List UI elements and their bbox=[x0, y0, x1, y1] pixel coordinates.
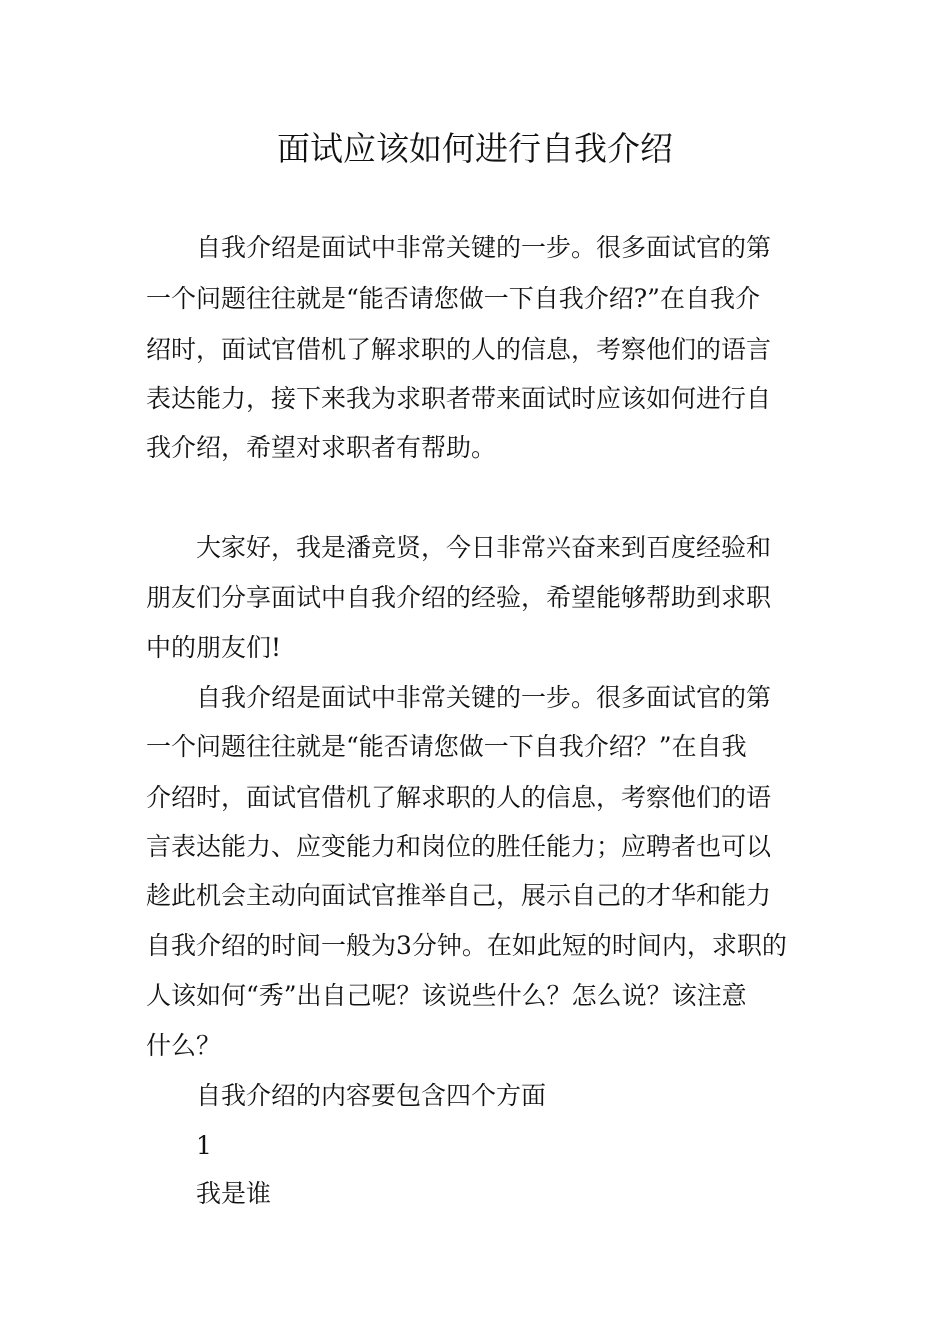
paragraph-3-line-6: 自我介绍的时间一般为3分钟。在如此短的时间内，求职的 bbox=[146, 931, 787, 960]
list-item-number: 1 bbox=[196, 1131, 212, 1160]
paragraph-4: 自我介绍的内容要包含四个方面 bbox=[196, 1081, 547, 1110]
paragraph-3-line-2: 一个问题往往就是“能否请您做一下自我介绍？”在自我 bbox=[146, 732, 747, 761]
paragraph-1-line-1: 自我介绍是面试中非常关键的一步。很多面试官的第 bbox=[196, 233, 772, 262]
paragraph-2-line-1: 大家好，我是潘竞贤，今日非常兴奋来到百度经验和 bbox=[196, 533, 772, 562]
paragraph-3-line-1: 自我介绍是面试中非常关键的一步。很多面试官的第 bbox=[196, 683, 772, 712]
paragraph-3-line-8: 什么？ bbox=[146, 1031, 222, 1060]
page-title: 面试应该如何进行自我介绍 bbox=[277, 129, 673, 168]
paragraph-1-line-3: 绍时，面试官借机了解求职的人的信息，考察他们的语言 bbox=[146, 335, 772, 364]
paragraph-3-line-4: 言表达能力、应变能力和岗位的胜任能力；应聘者也可以 bbox=[146, 832, 772, 861]
paragraph-3-line-5: 趁此机会主动向面试官推举自己，展示自己的才华和能力 bbox=[146, 881, 772, 910]
paragraph-3-line-3: 介绍时，面试官借机了解求职的人的信息，考察他们的语 bbox=[146, 783, 772, 812]
paragraph-1-line-4: 表达能力，接下来我为求职者带来面试时应该如何进行自 bbox=[146, 384, 772, 413]
paragraph-3-line-7: 人该如何“秀”出自己呢？该说些什么？怎么说？该注意 bbox=[146, 981, 747, 1010]
paragraph-1-line-5: 我介绍，希望对求职者有帮助。 bbox=[146, 433, 497, 462]
paragraph-1-line-2: 一个问题往往就是“能否请您做一下自我介绍?”在自我介 bbox=[146, 284, 760, 313]
list-item-heading: 我是谁 bbox=[196, 1179, 272, 1208]
paragraph-2-line-2: 朋友们分享面试中自我介绍的经验，希望能够帮助到求职 bbox=[146, 583, 772, 612]
paragraph-2-line-3: 中的朋友们! bbox=[146, 633, 282, 662]
